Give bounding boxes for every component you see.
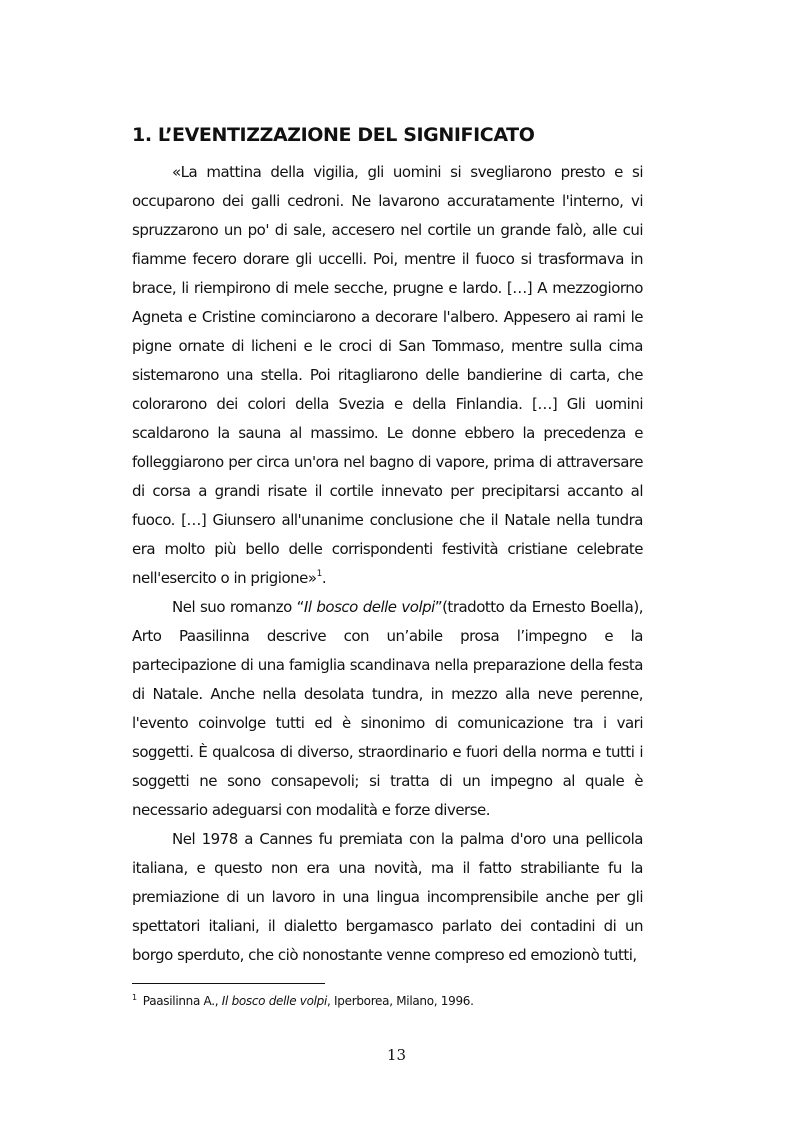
footnote-author: Paasilinna A., <box>142 994 222 1008</box>
quote-end: . <box>321 569 327 587</box>
footnote-publisher: , Iperborea, Milano, 1996. <box>327 994 474 1008</box>
quote-text: «La mattina della vigilia, gli uomini si svegliarono presto e si occuparono dei galli cedroni. Ne lavarono accuratamente l'interno, vi spruzzarono un po' di sale, accesero nel cortile un grande falò, alle cui fiamme fecero dorare gli uccelli. Poi, mentre il fuoco si trasformava in brace, li riempirono di mele secche, prugne e lardo. […] A mezzogiorno Agneta e Cristine cominciarono a decorare l'albero. Appesero ai rami le pigne ornate di licheni e le croci di San Tommaso, mentre sulla cima sistemarono una stella. Poi ritagliarono delle bandierine di carta, che colorarono dei colori della Svezia e della Finlandia. […] Gli uomini scaldarono la sauna al massimo. Le donne ebbero la precedenza e folleggiarono per circa un'ora nel bagno di vapore, prima di attraversare di corsa a grandi risate il cortile innevato per precipitarsi accanto al fuoco. […] Giunsero all'unanime conclusione che il Natale nella tundra era molto più bello delle corrispondenti festività cristiane celebrate nell'esercito o in prigione» <box>132 163 643 587</box>
section-heading: 1. L’EVENTIZZAZIONE DEL SIGNIFICATO <box>132 124 535 146</box>
paragraph-text: Nel 1978 a Cannes fu premiata con la palma d'oro una pellicola italiana, e questo non era una novità, ma il fatto strabiliante fu la premiazione di un lavoro in una lingua incomprensibile anche per gli spettatori italiani, il dialetto bergamasco parlato dei contadini di un borgo sperduto, che ciò nonostante venne compreso ed emozionò tutti, <box>132 830 643 964</box>
paragraph-text-before: Nel suo romanzo “ <box>172 598 304 616</box>
paragraph-text-after: ”(tradotto da Ernesto Boella), Arto Paasilinna descrive con un’abile prosa l’impegno e la partecipazione di una famiglia scandinava nella preparazione della festa di Natale. Anche nella desolata tundra, in mezzo alla neve perenne, l'evento coinvolge tutti ed è sinonimo di comunicazione tra i vari soggetti. È qualcosa di diverso, straordinario e fuori della norma e tutti i soggetti ne sono consapevoli; si tratta di un impegno al quale è necessario adeguarsi con modalità e forze diverse. <box>132 598 643 819</box>
paragraph-novel <box>132 593 643 825</box>
footnote-divider <box>132 983 325 984</box>
paragraph-quote <box>132 158 643 593</box>
footnote-number: 1 <box>132 993 137 1002</box>
paragraph-cannes <box>132 825 643 970</box>
footnote-title: Il bosco delle volpi <box>221 994 328 1008</box>
book-title: Il bosco delle volpi <box>303 598 435 616</box>
body-text <box>132 158 643 970</box>
page-number: 13 <box>386 1046 407 1064</box>
footnote-reference[interactable]: 1 <box>316 569 322 579</box>
footnote <box>132 994 474 1008</box>
